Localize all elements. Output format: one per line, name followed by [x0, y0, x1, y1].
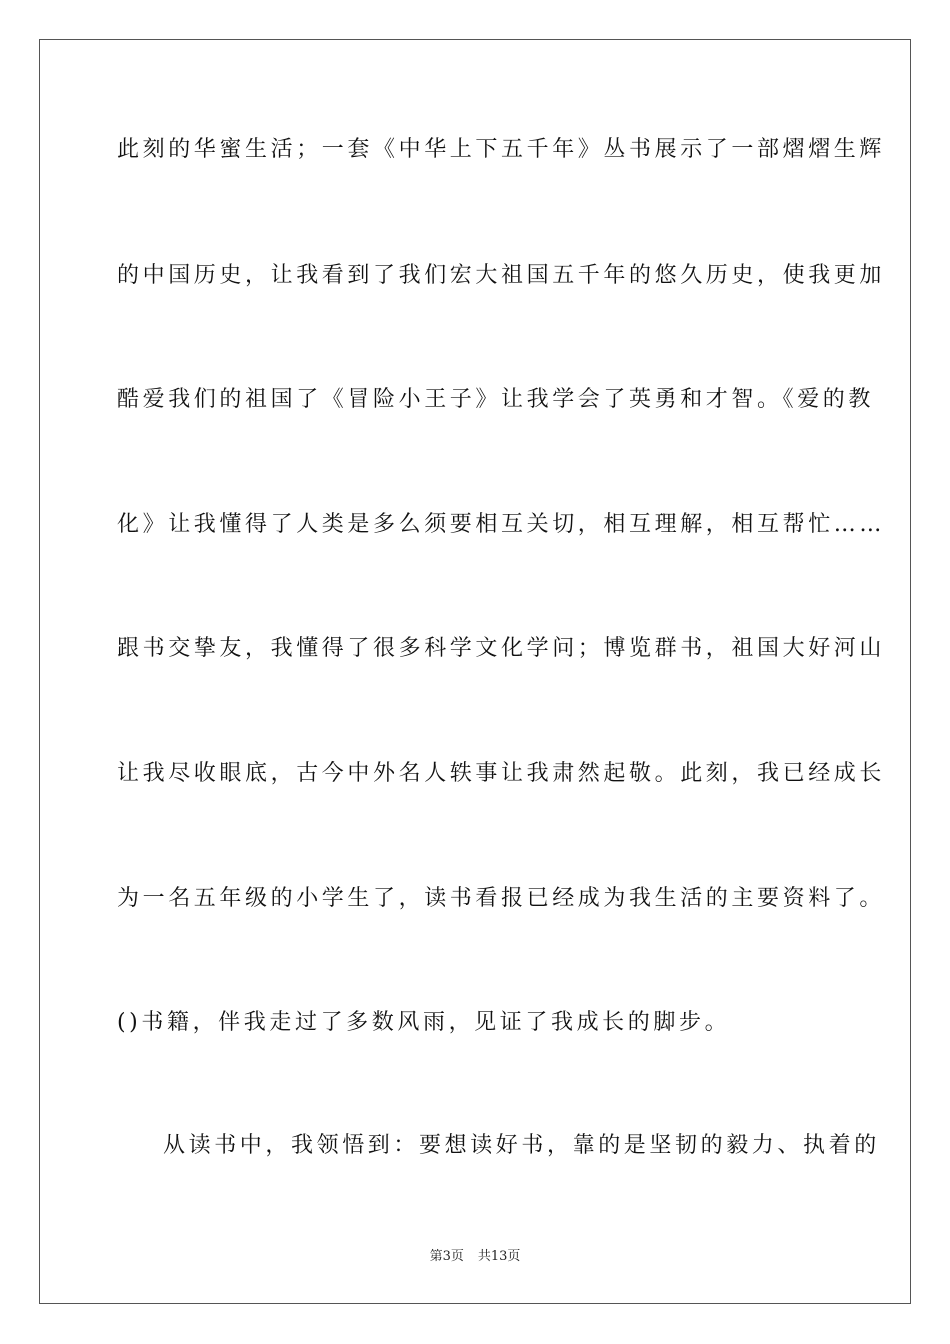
- page-number: 第3页: [429, 1249, 464, 1264]
- text-line-3: 酷爱我们的祖国了《冒险小王子》让我学会了英勇和才智。《爱的教: [117, 387, 875, 412]
- text-line-1: 此刻的华蜜生活；一套《中华上下五千年》丛书展示了一部熠熠生辉: [117, 137, 886, 162]
- text-line-4: 化》让我懂得了人类是多么须要相互关切，相互理解，相互帮忙……: [117, 512, 886, 537]
- page-footer: [0, 1248, 950, 1266]
- text-line-2: 的中国历史，让我看到了我们宏大祖国五千年的悠久历史，使我更加: [117, 263, 886, 288]
- paragraph-start-line: 从读书中，我领悟到：要想读好书，靠的是坚韧的毅力、执着的: [163, 1133, 880, 1158]
- text-line-6: 让我尽收眼底，古今中外名人轶事让我肃然起敬。此刻，我已经成长: [117, 761, 886, 786]
- text-line-7: 为一名五年级的小学生了，读书看报已经成为我生活的主要资料了。: [117, 886, 886, 911]
- page-border: [39, 39, 911, 1304]
- text-line-5: 跟书交挚友，我懂得了很多科学文化学问；博览群书，祖国大好河山: [117, 636, 886, 661]
- page-total: 共13页: [477, 1249, 521, 1264]
- text-line-8: ()书籍，伴我走过了多数风雨，见证了我成长的脚步。: [117, 1010, 731, 1035]
